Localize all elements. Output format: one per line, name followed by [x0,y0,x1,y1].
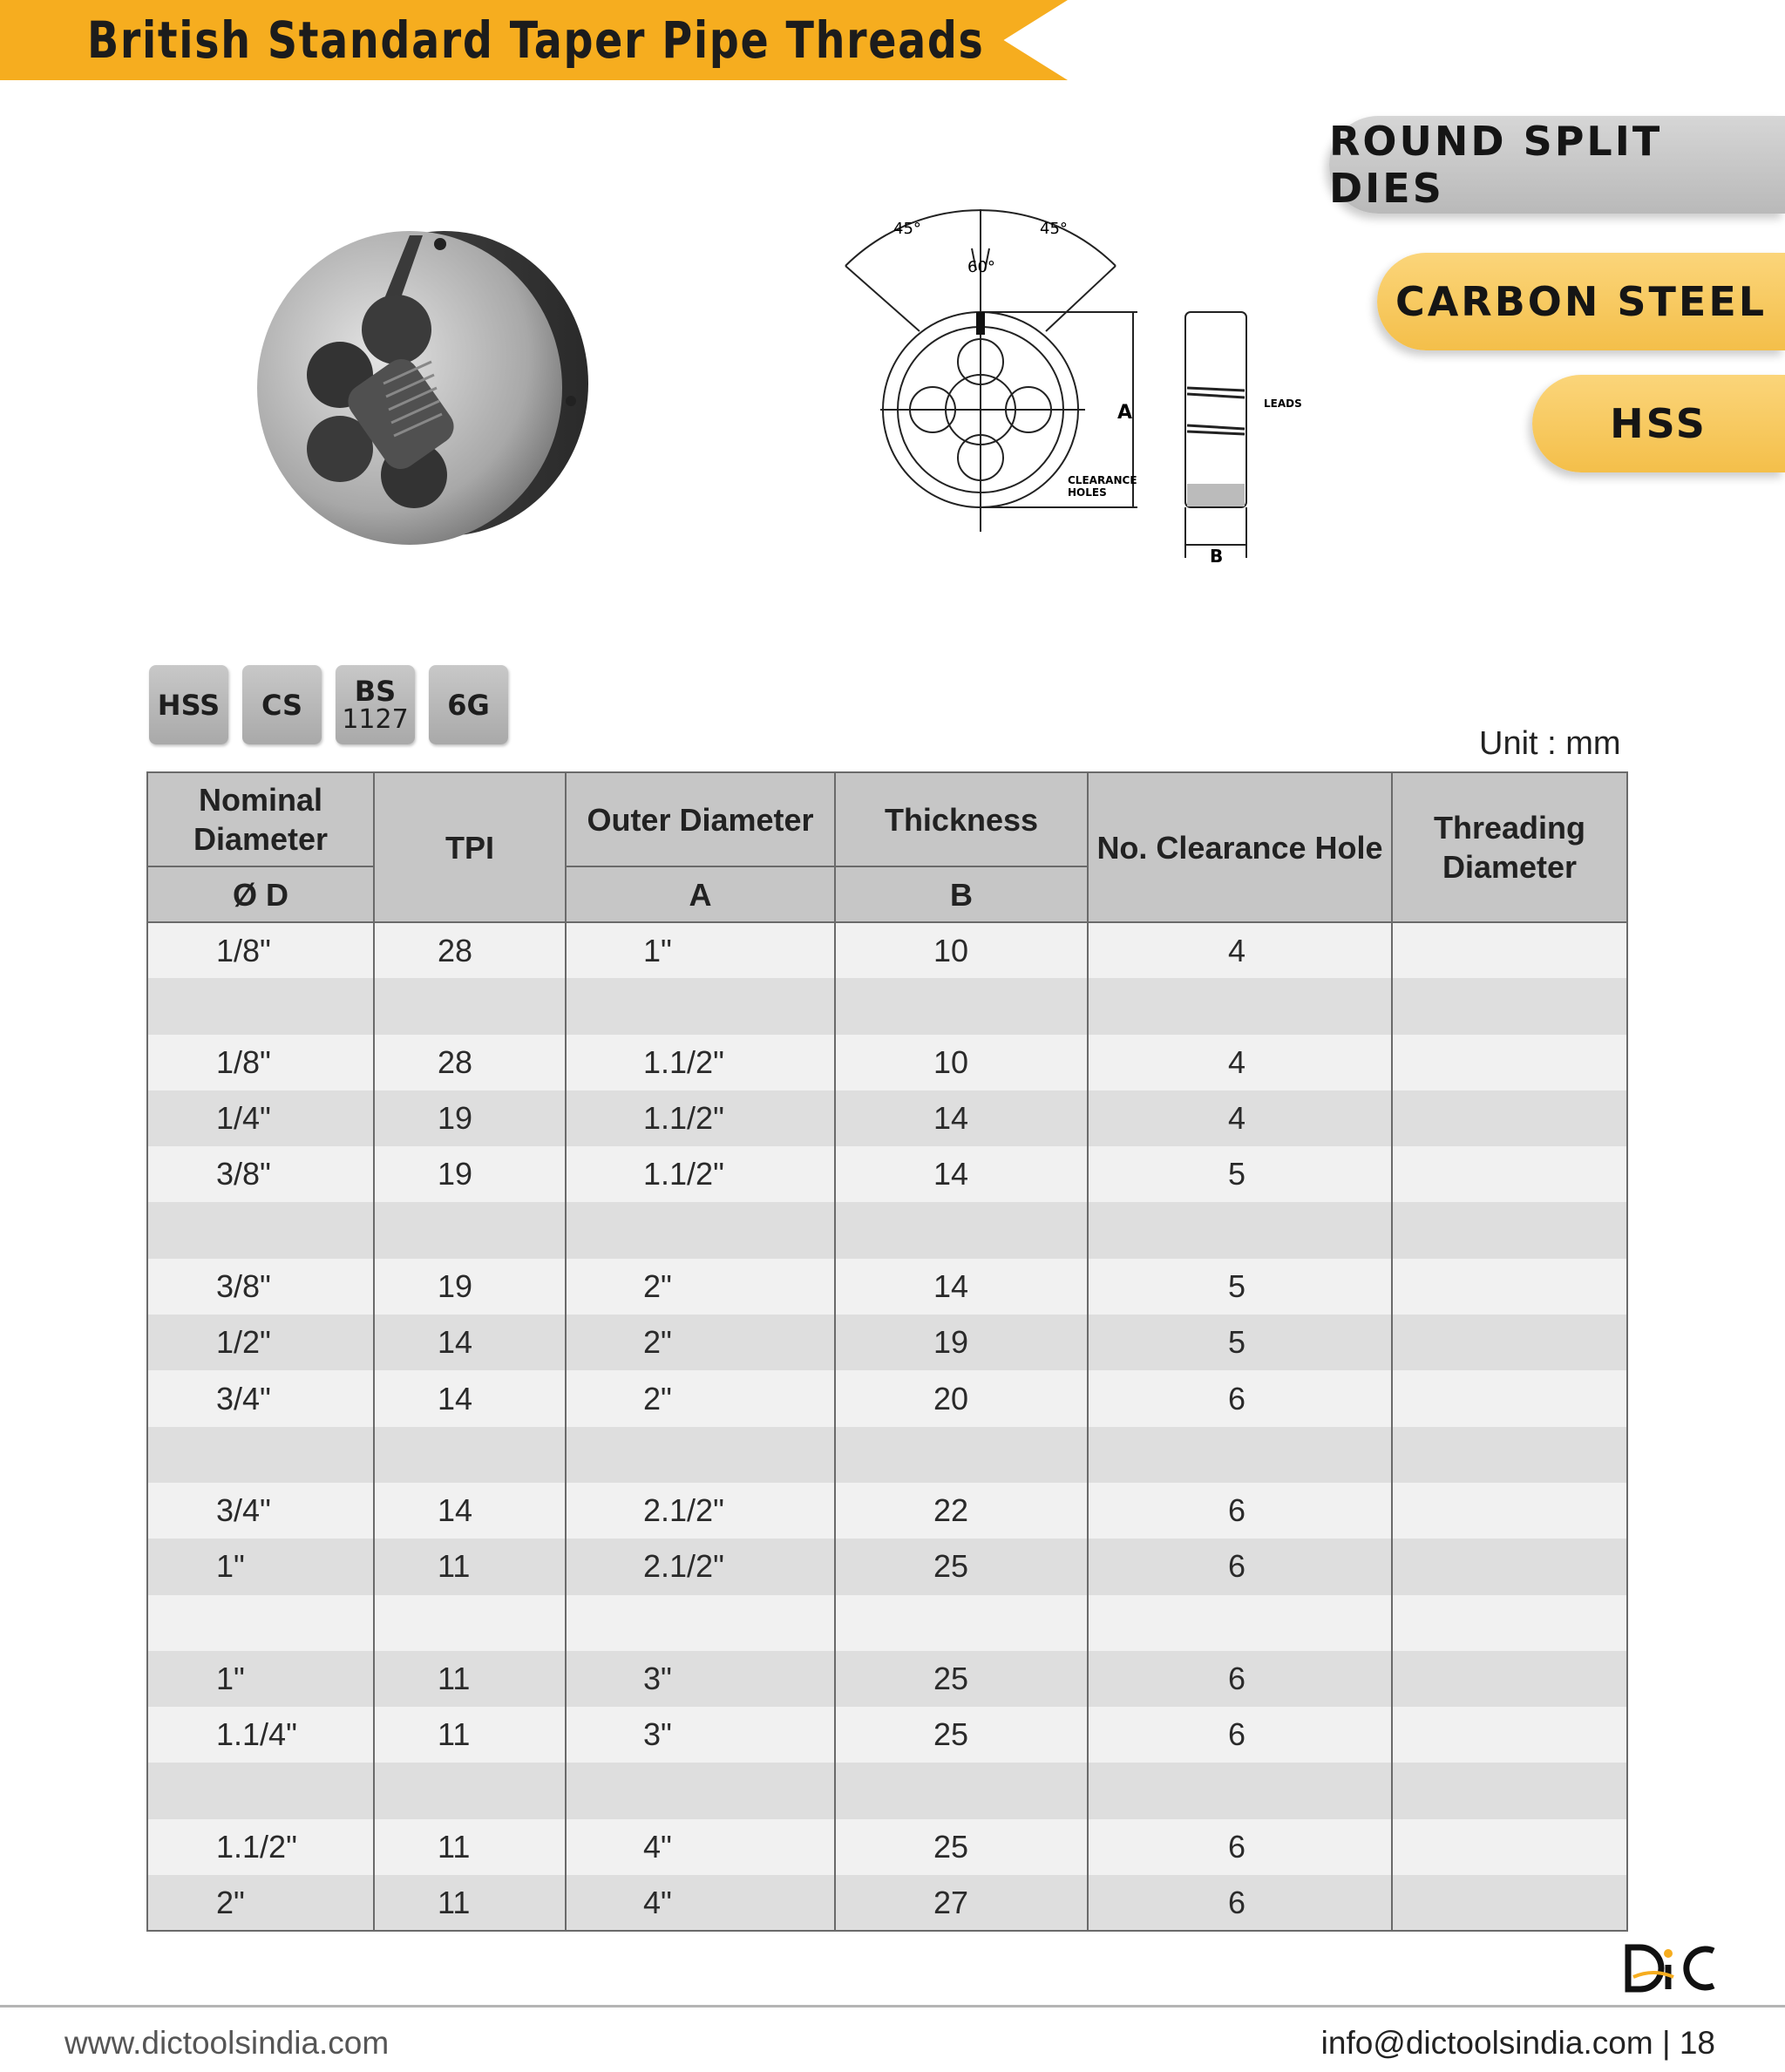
table-row [147,922,1627,978]
cell-threading-diameter [1392,1539,1627,1594]
cell-thickness [835,1595,1088,1651]
cell-outer-diameter [566,1763,835,1818]
cell-clearance-holes: 6 [1088,1819,1392,1875]
cell-clearance-holes [1088,1763,1392,1818]
cell-threading-diameter [1392,1202,1627,1258]
cell-outer-diameter: 3" [566,1707,835,1763]
table-row [147,1819,1627,1875]
footer-contact[interactable]: info@dictoolsindia.com | 18 [1320,2025,1715,2061]
cell-threading-diameter [1392,1483,1627,1539]
cell-tpi: 11 [374,1875,566,1931]
cell-threading-diameter [1392,1259,1627,1315]
badge-hss-text: HSS [157,688,221,722]
cell-tpi: 28 [374,1035,566,1090]
table-row [147,1259,1627,1315]
cell-nominal: 2" [147,1875,374,1931]
cell-threading-diameter [1392,1875,1627,1931]
table-row [147,1763,1627,1818]
leads-label: LEADS [1264,397,1302,410]
cell-thickness [835,1763,1088,1818]
cell-outer-diameter: 2" [566,1259,835,1315]
cell-thickness: 27 [835,1875,1088,1931]
cell-nominal: 1/4" [147,1090,374,1146]
cell-nominal: 1.1/4" [147,1707,374,1763]
cell-tpi [374,1595,566,1651]
header-tpi: TPI [374,772,566,922]
cell-tpi: 14 [374,1370,566,1426]
cell-thickness [835,1427,1088,1483]
cell-thickness [835,978,1088,1034]
cell-clearance-holes: 4 [1088,1090,1392,1146]
cell-nominal [147,1763,374,1818]
cell-nominal: 1.1/2" [147,1819,374,1875]
header-thickness-symbol: B [835,866,1088,922]
cell-thickness: 14 [835,1259,1088,1315]
table-body [147,922,1627,1931]
table-row [147,1539,1627,1594]
cell-threading-diameter [1392,922,1627,978]
cell-threading-diameter [1392,1763,1627,1818]
cell-outer-diameter [566,1202,835,1258]
cell-threading-diameter [1392,1595,1627,1651]
unit-label: Unit : mm [1479,725,1621,762]
cell-threading-diameter [1392,1819,1627,1875]
carbon-steel-label: CARBON STEEL [1377,253,1785,350]
cell-thickness: 25 [835,1819,1088,1875]
cell-threading-diameter [1392,1370,1627,1426]
cell-tpi [374,1763,566,1818]
header-clearance-hole: No. Clearance Hole [1088,772,1392,922]
cell-tpi: 19 [374,1146,566,1202]
table-row [147,1035,1627,1090]
cell-clearance-holes: 5 [1088,1259,1392,1315]
dic-logo [1623,1942,1719,1994]
cell-clearance-holes [1088,978,1392,1034]
cell-outer-diameter: 2" [566,1315,835,1370]
header-outer-diameter: Outer Diameter [566,772,835,866]
table-row [147,1707,1627,1763]
cell-tpi: 11 [374,1819,566,1875]
clearance-label-line2: HOLES [1068,486,1107,499]
table-row [147,1090,1627,1146]
page-title: British Standard Taper Pipe Threads [87,10,985,70]
cell-nominal: 1/2" [147,1315,374,1370]
cell-nominal: 1" [147,1651,374,1707]
cell-tpi: 19 [374,1090,566,1146]
angle-right-label: 45° [1040,220,1068,238]
cell-clearance-holes: 5 [1088,1146,1392,1202]
cell-thickness: 14 [835,1146,1088,1202]
cell-clearance-holes: 4 [1088,1035,1392,1090]
round-die-photo [244,218,593,549]
cell-tpi [374,1427,566,1483]
table-row [147,1202,1627,1258]
cell-tpi: 14 [374,1483,566,1539]
cell-nominal: 1/8" [147,1035,374,1090]
cell-outer-diameter [566,978,835,1034]
cell-clearance-holes: 6 [1088,1875,1392,1931]
table-row [147,1651,1627,1707]
cell-thickness: 25 [835,1651,1088,1707]
cell-nominal [147,1427,374,1483]
table-row [147,978,1627,1034]
badge-bs1127 [336,665,415,744]
cell-outer-diameter: 1.1/2" [566,1146,835,1202]
cell-outer-diameter: 1.1/2" [566,1035,835,1090]
header-threading-diameter: Threading Diameter [1392,772,1627,922]
cell-thickness: 22 [835,1483,1088,1539]
cell-clearance-holes: 5 [1088,1315,1392,1370]
cell-tpi [374,1202,566,1258]
cell-tpi [374,978,566,1034]
table-row [147,1483,1627,1539]
cell-threading-diameter [1392,1707,1627,1763]
cell-clearance-holes [1088,1202,1392,1258]
cell-threading-diameter [1392,1315,1627,1370]
cell-tpi: 19 [374,1259,566,1315]
hss-label: HSS [1532,375,1785,472]
cell-nominal: 3/4" [147,1483,374,1539]
cell-threading-diameter [1392,1035,1627,1090]
cell-threading-diameter [1392,978,1627,1034]
cell-clearance-holes: 6 [1088,1651,1392,1707]
table-row [147,1315,1627,1370]
cell-threading-diameter [1392,1090,1627,1146]
cell-outer-diameter: 2.1/2" [566,1539,835,1594]
cell-tpi: 14 [374,1315,566,1370]
table-row [147,1427,1627,1483]
header-nominal-diameter: Nominal Diameter [147,772,374,866]
dimension-b-label: B [1210,546,1224,567]
die-technical-drawing [837,200,1325,567]
cell-clearance-holes: 6 [1088,1539,1392,1594]
cell-thickness: 25 [835,1539,1088,1594]
cell-tpi: 11 [374,1539,566,1594]
cell-outer-diameter [566,1595,835,1651]
table-row [147,1595,1627,1651]
cell-clearance-holes: 6 [1088,1483,1392,1539]
cell-nominal [147,978,374,1034]
badge-hss [149,665,228,744]
header-nominal-symbol: Ø D [147,866,374,922]
header-thickness: Thickness [835,772,1088,866]
cell-thickness: 10 [835,1035,1088,1090]
badge-cs [242,665,322,744]
cell-clearance-holes: 4 [1088,922,1392,978]
cell-thickness: 20 [835,1370,1088,1426]
cell-clearance-holes: 6 [1088,1707,1392,1763]
cell-outer-diameter: 1" [566,922,835,978]
table-row [147,1875,1627,1931]
cell-thickness [835,1202,1088,1258]
badge-6g-text: 6G [447,688,490,722]
cell-clearance-holes [1088,1427,1392,1483]
cell-thickness: 25 [835,1707,1088,1763]
angle-left-label: 45° [893,220,921,238]
cell-nominal: 1/8" [147,922,374,978]
footer-website[interactable]: www.dictoolsindia.com [64,2025,390,2061]
badge-bs-text: BS [354,674,397,708]
cell-nominal: 1" [147,1539,374,1594]
dimension-a-label: A [1117,402,1133,424]
round-split-dies-label: ROUND SPLIT DIES [1329,116,1785,214]
cell-clearance-holes: 6 [1088,1370,1392,1426]
cell-threading-diameter [1392,1146,1627,1202]
cell-outer-diameter: 2" [566,1370,835,1426]
cell-clearance-holes [1088,1595,1392,1651]
cell-outer-diameter: 4" [566,1819,835,1875]
header-outer-symbol: A [566,866,835,922]
cell-tpi: 28 [374,922,566,978]
cell-threading-diameter [1392,1651,1627,1707]
cell-nominal: 3/4" [147,1370,374,1426]
angle-top-label: 60° [967,258,995,276]
cell-outer-diameter [566,1427,835,1483]
cell-nominal [147,1595,374,1651]
badge-cs-text: CS [261,688,303,722]
cell-nominal: 3/8" [147,1259,374,1315]
cell-tpi: 11 [374,1707,566,1763]
cell-thickness: 19 [835,1315,1088,1370]
cell-outer-diameter: 1.1/2" [566,1090,835,1146]
cell-outer-diameter: 3" [566,1651,835,1707]
cell-threading-diameter [1392,1427,1627,1483]
cell-tpi: 11 [374,1651,566,1707]
table-row [147,1370,1627,1426]
specification-table [146,771,1628,1932]
footer-divider [0,2005,1785,2007]
cell-thickness: 14 [835,1090,1088,1146]
clearance-label-line1: CLEARANCE [1068,474,1137,486]
badge-6g [429,665,508,744]
cell-outer-diameter: 2.1/2" [566,1483,835,1539]
badge-bs-number: 1127 [342,703,409,735]
cell-nominal: 3/8" [147,1146,374,1202]
cell-nominal [147,1202,374,1258]
cell-thickness: 10 [835,922,1088,978]
table-row [147,1146,1627,1202]
cell-outer-diameter: 4" [566,1875,835,1931]
